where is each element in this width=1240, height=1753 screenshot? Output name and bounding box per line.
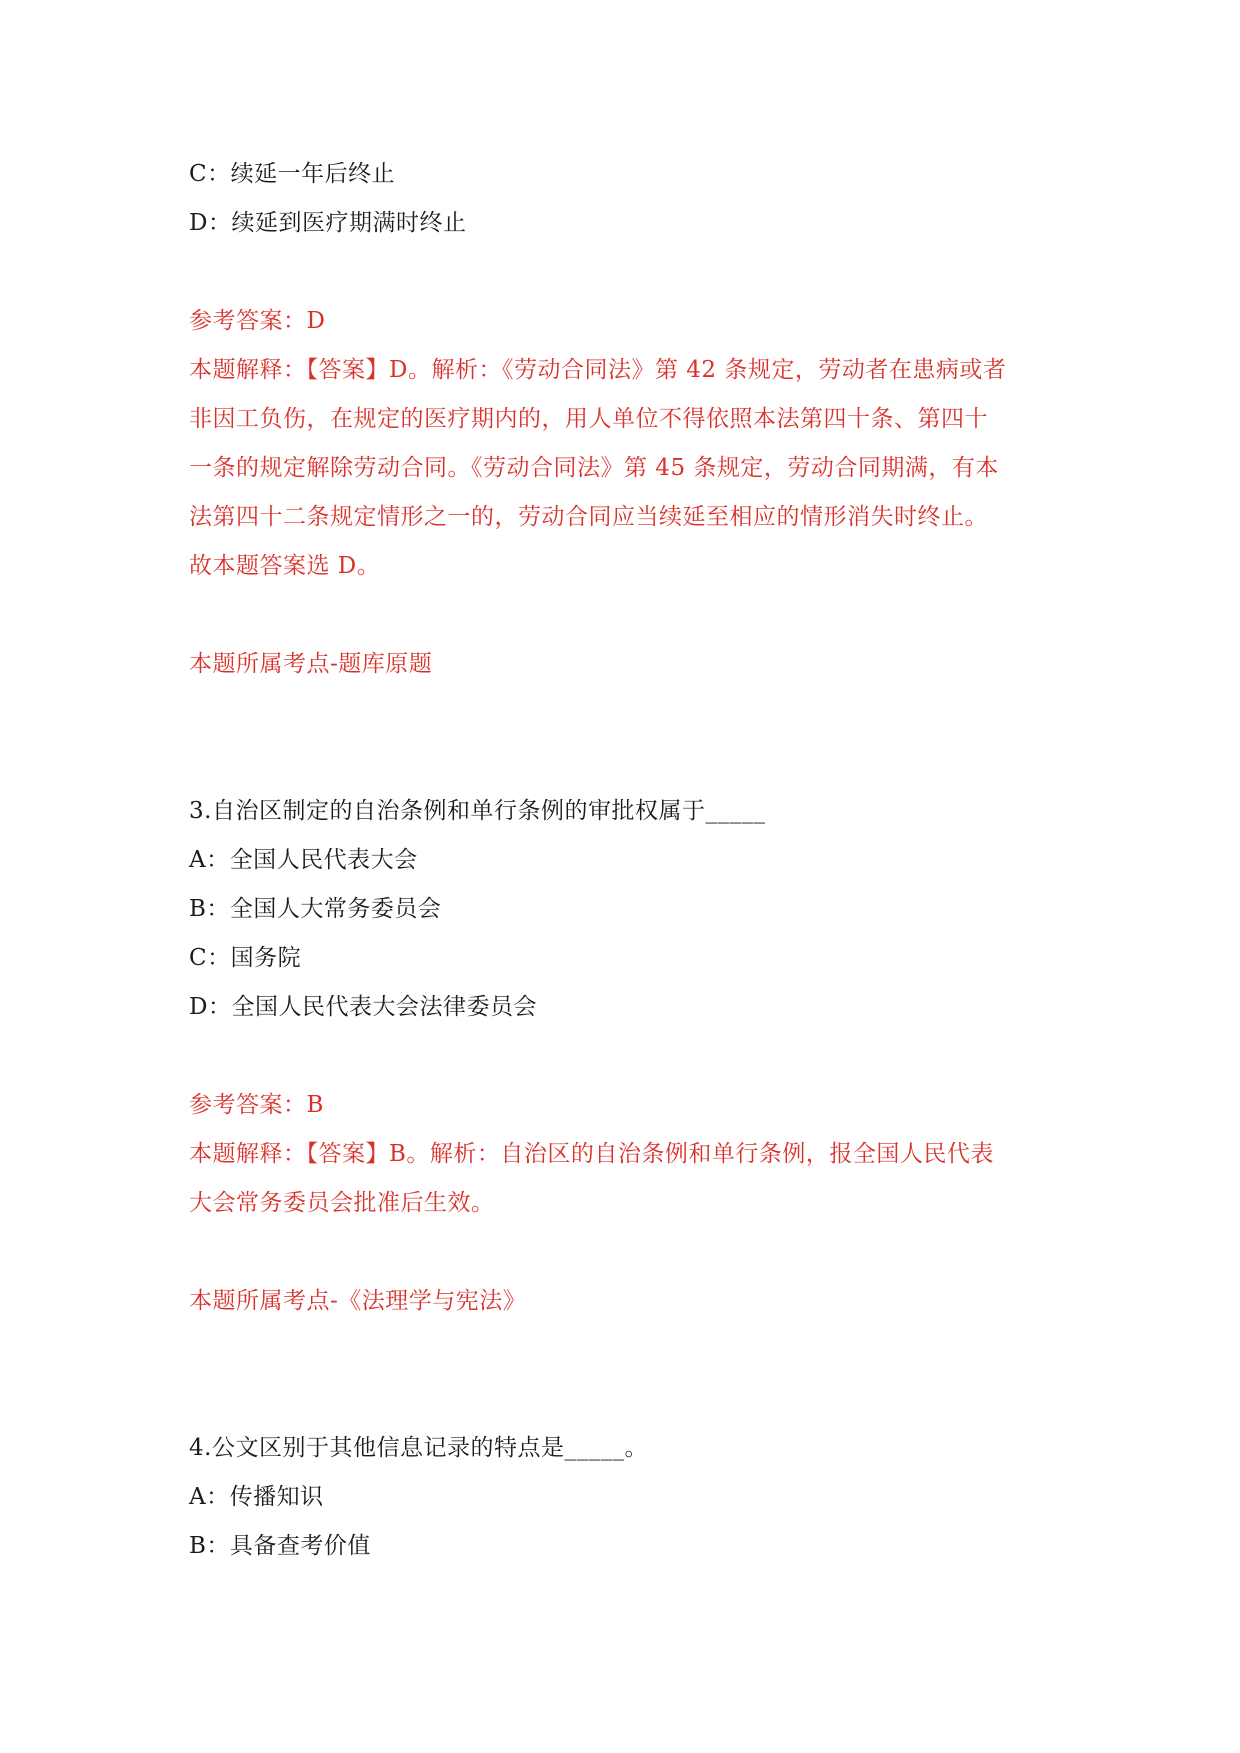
q4-option-b: B：具备查考价值 <box>189 1533 371 1559</box>
q3-explanation-line-1: 本题解释：【答案】B。解析：自治区的自治条例和单行条例，报全国人民代表 <box>189 1141 994 1167</box>
q3-topic: 本题所属考点-《法理学与宪法》 <box>189 1288 527 1314</box>
q3-question: 3.自治区制定的自治条例和单行条例的审批权属于_____ <box>189 798 766 824</box>
q3-option-c: C：国务院 <box>189 945 302 971</box>
q3-option-b: B：全国人大常务委员会 <box>189 896 442 922</box>
q2-explanation-line-4: 法第四十二条规定情形之一的，劳动合同应当续延至相应的情形消失时终止。 <box>189 504 988 530</box>
q2-option-c: C：续延一年后终止 <box>189 161 396 187</box>
q2-explanation-line-3: 一条的规定解除劳动合同。《劳动合同法》第 45 条规定，劳动合同期满，有本 <box>189 455 999 481</box>
q3-explanation-line-2: 大会常务委员会批准后生效。 <box>189 1190 495 1216</box>
q2-explanation-line-1: 本题解释：【答案】D。解析：《劳动合同法》第 42 条规定，劳动者在患病或者 <box>189 357 1007 383</box>
q2-answer: 参考答案：D <box>189 308 326 334</box>
q3-option-a: A：全国人民代表大会 <box>189 847 418 873</box>
q4-option-a: A：传播知识 <box>189 1484 324 1510</box>
q2-option-d: D：续延到医疗期满时终止 <box>189 210 467 236</box>
q2-explanation-line-2: 非因工负伤，在规定的医疗期内的，用人单位不得依照本法第四十条、第四十 <box>189 406 988 432</box>
q2-explanation-line-5: 故本题答案选 D。 <box>189 553 381 579</box>
q2-topic: 本题所属考点-题库原题 <box>189 651 433 677</box>
q3-answer: 参考答案：B <box>189 1092 324 1118</box>
q4-question: 4.公文区别于其他信息记录的特点是_____。 <box>189 1435 648 1461</box>
q3-option-d: D：全国人民代表大会法律委员会 <box>189 994 537 1020</box>
